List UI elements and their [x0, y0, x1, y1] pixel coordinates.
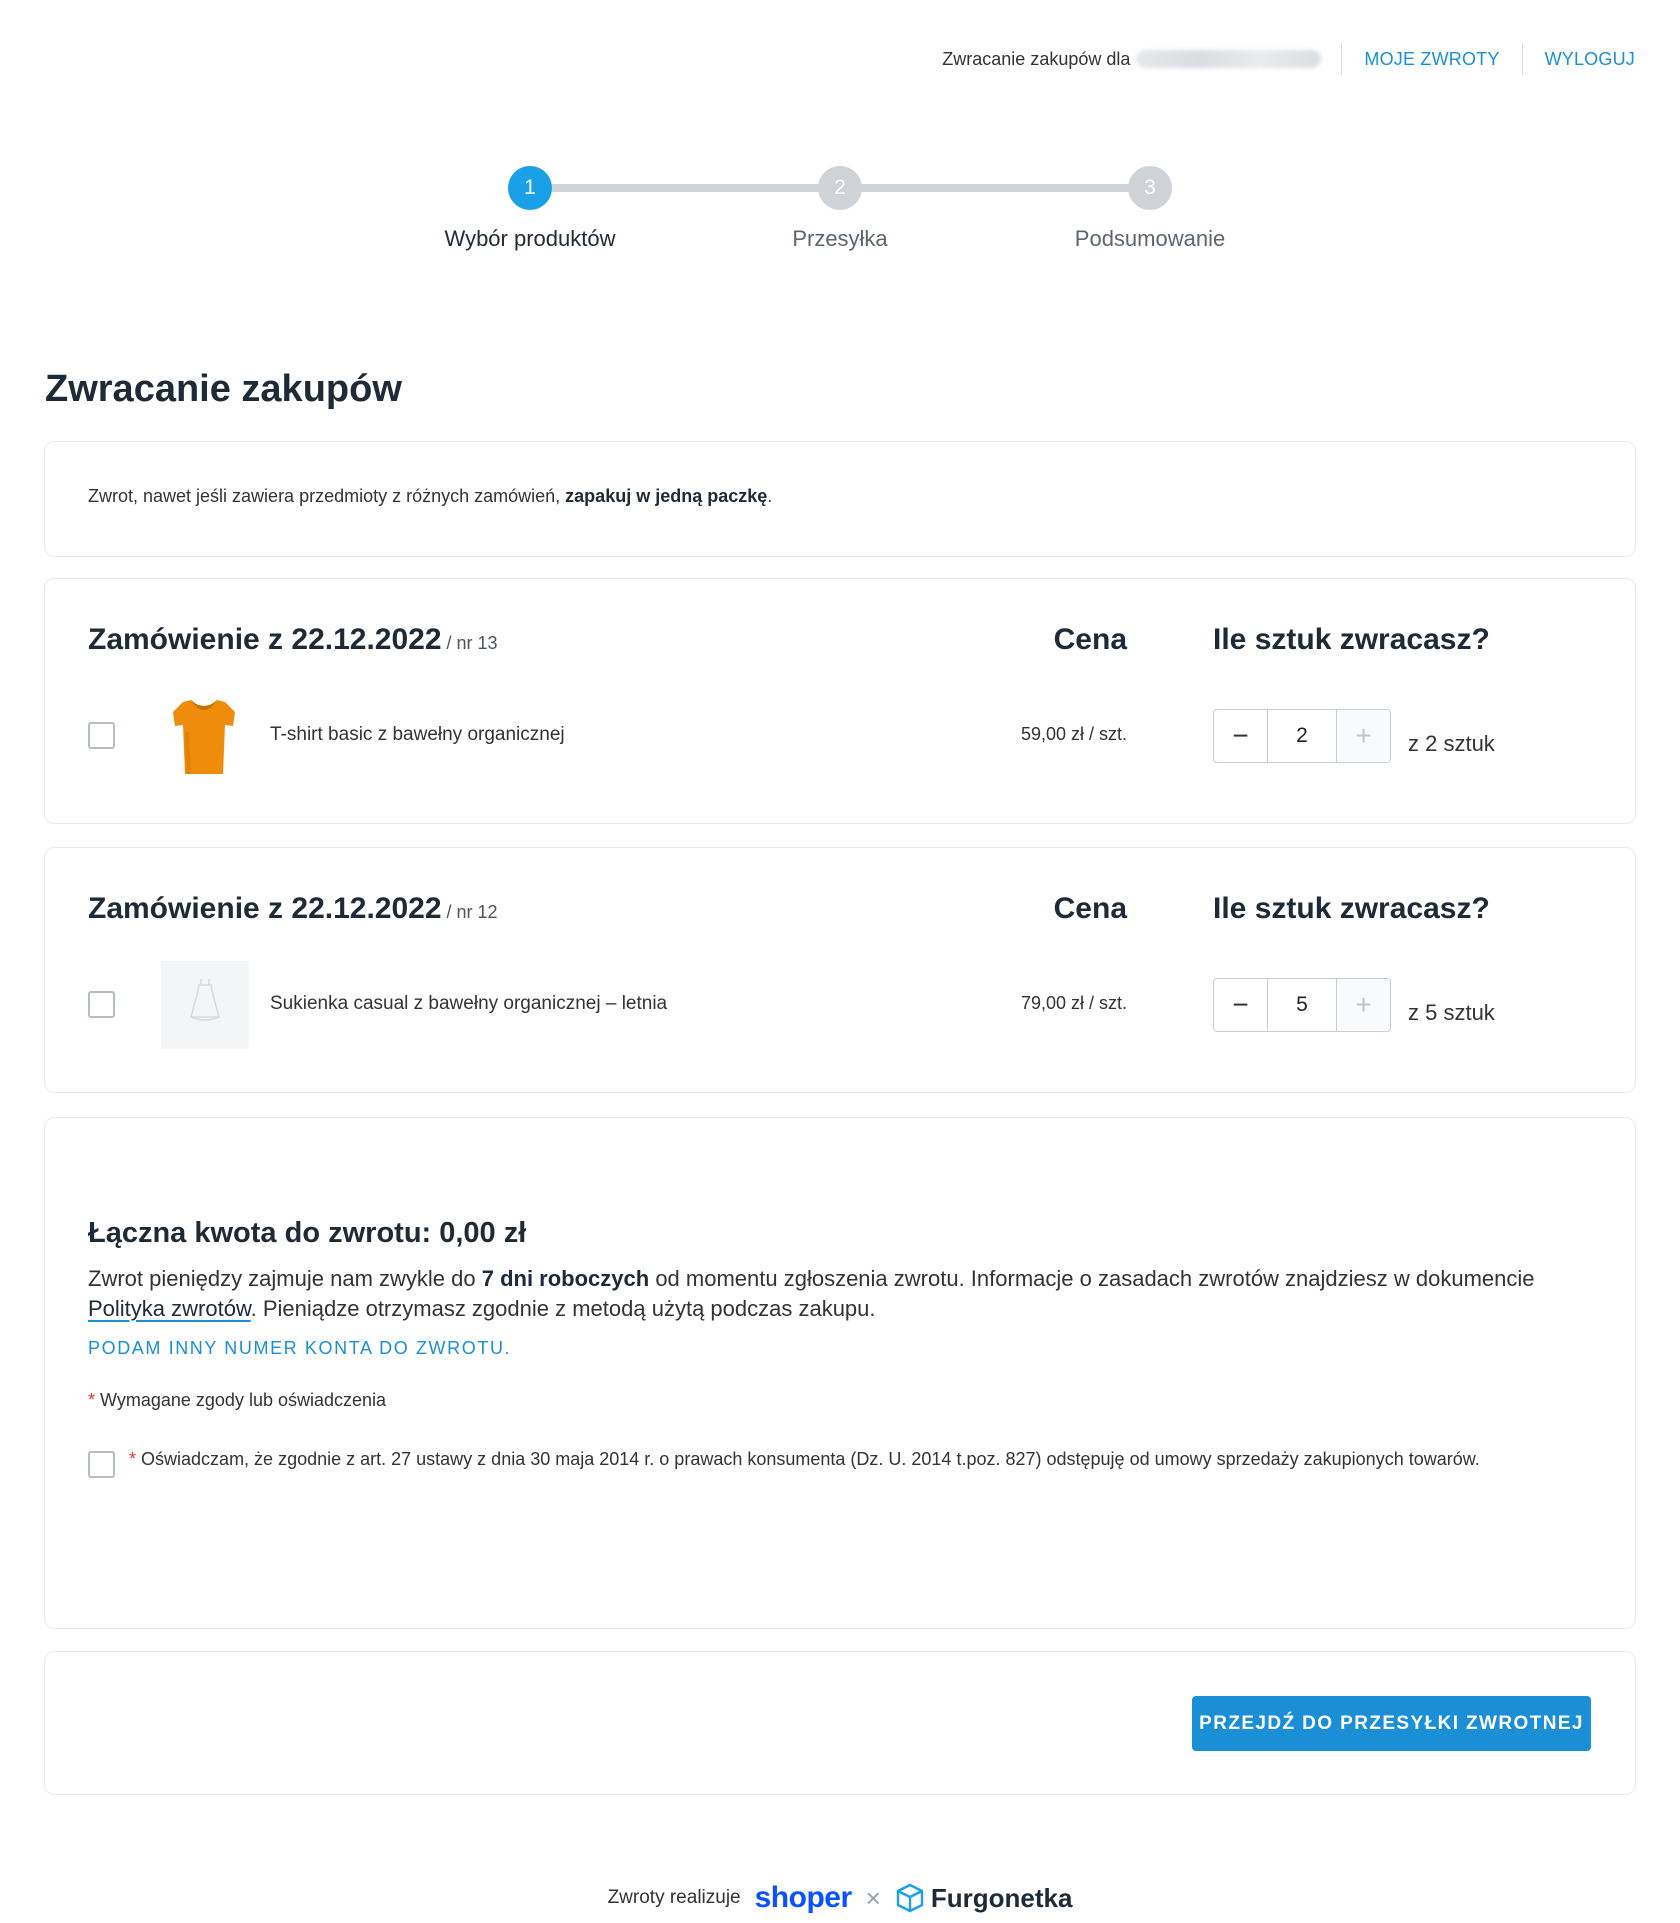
notice-card: [44, 441, 1636, 557]
product-price: 79,00 zł / szt.: [1020, 993, 1127, 1013]
notice-text: Zwrot, nawet jeśli zawiera przedmioty z różnych zamówień, zapakuj w jedną paczkę.: [88, 486, 773, 506]
step-number: 1: [508, 166, 552, 210]
price-header: Cena: [1053, 892, 1127, 925]
order-title: Zamówienie z 22.12.2022 / nr 13: [88, 623, 498, 656]
increment-button[interactable]: +: [1336, 979, 1390, 1031]
return-policy-link[interactable]: Polityka zwrotów: [88, 1296, 251, 1321]
quantity-stepper: [1213, 709, 1391, 763]
quantity-input[interactable]: 5: [1296, 993, 1308, 1016]
box-icon: [895, 1883, 925, 1913]
my-returns-link[interactable]: MOJE ZWROTY: [1364, 48, 1500, 69]
decrement-button[interactable]: −: [1214, 979, 1268, 1031]
product-checkbox[interactable]: [88, 722, 115, 749]
alt-account-link[interactable]: PODAM INNY NUMER KONTA DO ZWROTU.: [88, 1338, 512, 1358]
quantity-input[interactable]: 2: [1296, 724, 1308, 747]
step-label: Podsumowanie: [1074, 226, 1226, 251]
increment-button[interactable]: +: [1336, 710, 1390, 762]
tshirt-image: [161, 692, 249, 780]
decrement-button[interactable]: −: [1214, 710, 1268, 762]
required-note: * Wymagane zgody lub oświadczenia: [88, 1390, 387, 1410]
step-label: Przesyłka: [792, 226, 888, 251]
top-bar: [942, 44, 1635, 74]
product-checkbox[interactable]: [88, 991, 115, 1018]
notice-bold: zapakuj w jedną paczkę: [565, 486, 768, 506]
footer: [0, 1881, 1680, 1915]
footer-prefix: Zwroty realizuje: [607, 1887, 741, 1908]
quantity-header: Ile sztuk zwracasz?: [1213, 892, 1490, 925]
page-title: Zwracanie zakupów: [45, 368, 402, 410]
furgonetka-logo: Furgonetka: [895, 1883, 1073, 1914]
step-label: Wybór produktów: [444, 226, 616, 251]
actions-card: [44, 1651, 1636, 1795]
order-number: / nr 12: [441, 902, 498, 922]
user-prefix: Zwracanie zakupów dla: [942, 48, 1131, 69]
refund-info: Zwrot pieniędzy zajmuje nam zwykle do 7 dni roboczych od momentu zgłoszenia zwrotu. Informacje o zasadach zwrotów znajdziesz w dokumencie Polityka zwrotów. Pieniądze otrzymasz zgodnie z metodą użytą podczas zakupu.: [88, 1266, 1535, 1321]
step-number: 3: [1128, 166, 1172, 210]
price-header: Cena: [1053, 623, 1127, 656]
order-title: Zamówienie z 22.12.2022 / nr 12: [88, 892, 498, 925]
refund-total: Łączna kwota do zwrotu: 0,00 zł: [88, 1217, 527, 1249]
times-icon: ×: [865, 1882, 881, 1913]
quantity-of: z 2 sztuk: [1408, 731, 1495, 756]
consent-text: * Oświadczam, że zgodnie z art. 27 ustawy z dnia 30 maja 2014 r. o prawach konsumenta (Dz. U. 2014 t.poz. 827) odstępuję od umowy sprzedaży zakupionych towarów.: [129, 1449, 1480, 1469]
logout-link[interactable]: WYLOGUJ: [1544, 48, 1635, 69]
user-info: [942, 49, 1341, 70]
step-number: 2: [818, 166, 862, 210]
quantity-header: Ile sztuk zwracasz?: [1213, 623, 1490, 656]
product-price: 59,00 zł / szt.: [1020, 724, 1127, 744]
go-to-shipping-button[interactable]: PRZEJDŹ DO PRZESYŁKI ZWROTNEJ: [1192, 1696, 1591, 1751]
dress-image: [161, 961, 249, 1049]
quantity-stepper: [1213, 978, 1391, 1032]
progress-stepper: [0, 166, 1680, 266]
order-card: [44, 847, 1636, 1093]
step-shipping: [730, 166, 950, 252]
step-summary: [1040, 166, 1260, 252]
blurred-email: [1136, 50, 1321, 68]
step-products: [420, 166, 640, 252]
product-name: T-shirt basic z bawełny organicznej: [270, 724, 565, 745]
order-number: / nr 13: [441, 633, 498, 653]
summary-card: [44, 1117, 1636, 1629]
shoper-logo: shoper: [754, 1881, 852, 1914]
consent-checkbox[interactable]: [88, 1451, 115, 1478]
order-card: [44, 578, 1636, 824]
product-name: Sukienka casual z bawełny organicznej – letnia: [270, 993, 668, 1014]
quantity-of: z 5 sztuk: [1408, 1000, 1495, 1025]
